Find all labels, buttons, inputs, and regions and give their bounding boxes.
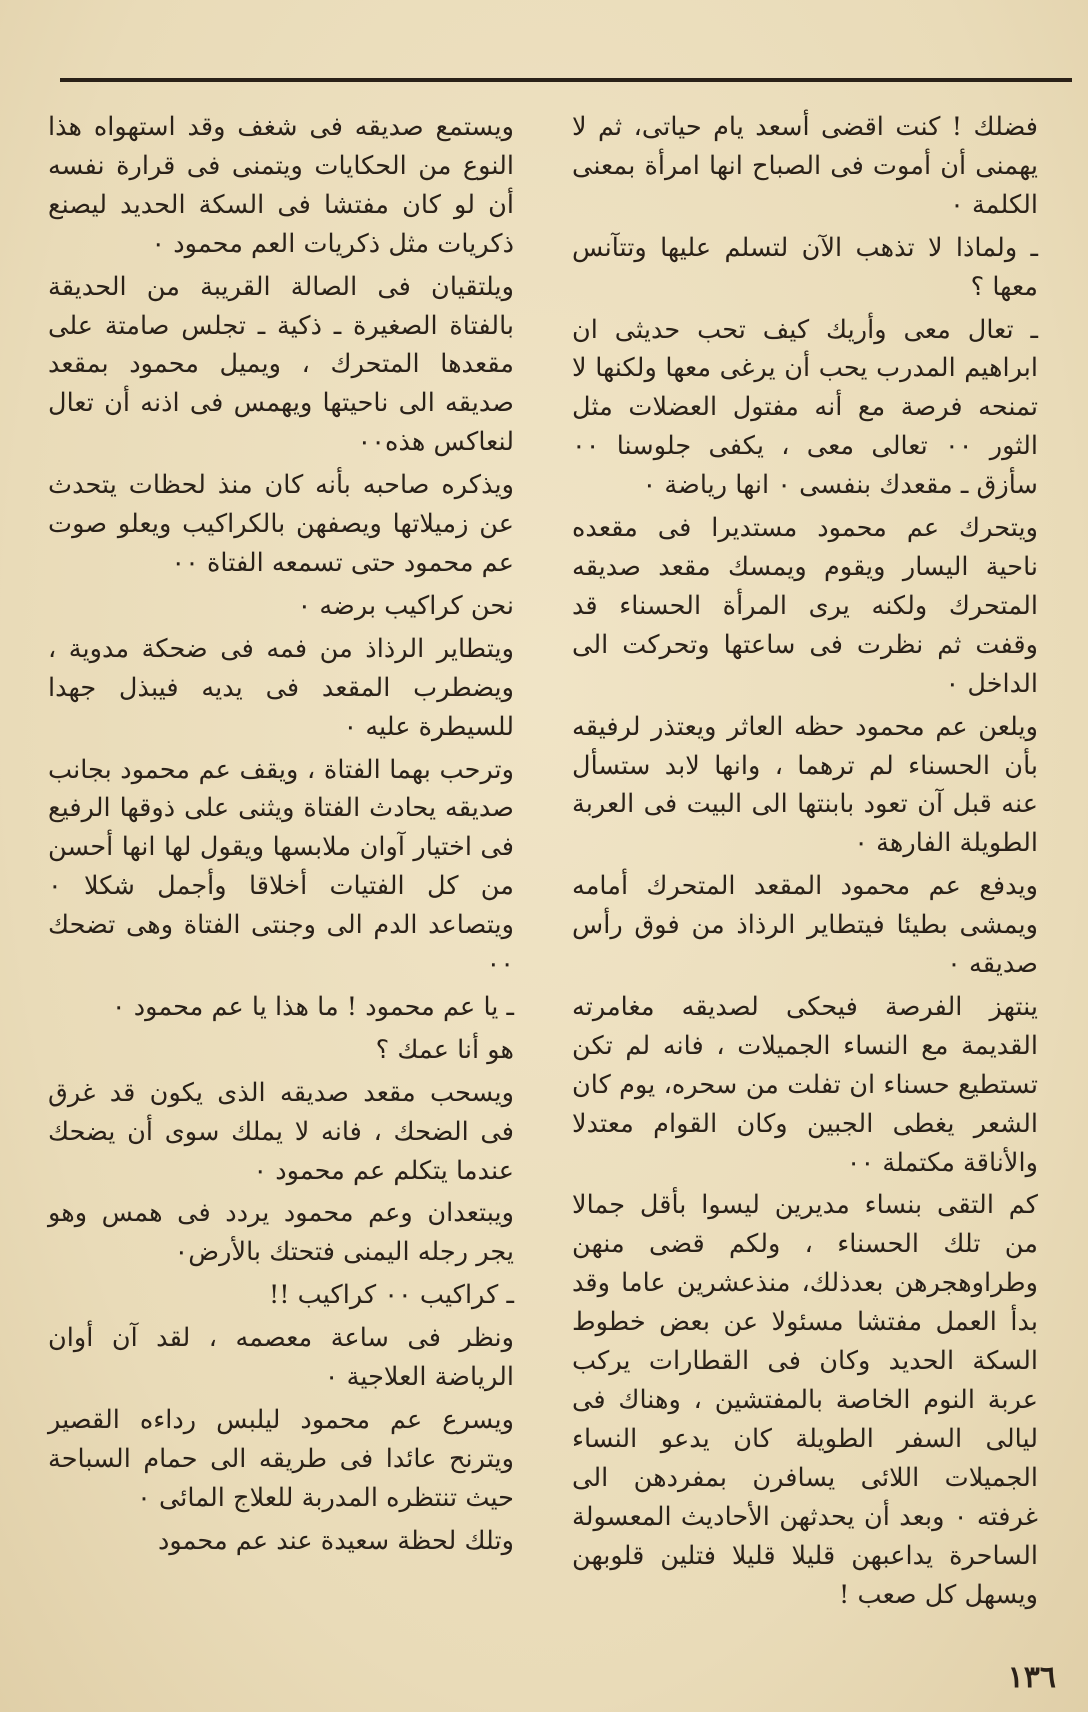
paragraph: ويبتعدان وعم محمود يردد فى همس وهو يجر رجله اليمنى فتحتك بالأرض٠: [48, 1198, 514, 1268]
paragraph: ينتهز الفرصة فيحكى لصديقه مغامرته القديمة مع النساء الجميلات ، فانه لم تكن تستطيع حسناء ان تفلت من سحره، يوم كان الشعر يغطى الجبين وكان القوام معتدلا والأناقة مكتملة ٠٠: [572, 991, 1038, 1178]
paragraph: ـ ولماذا لا تذهب الآن لتسلم عليها وتتآنس معها ؟: [572, 232, 1038, 302]
paragraph: نحن كراكيب برضه ٠: [297, 590, 514, 621]
paragraph: ويستمع صديقه فى شغف وقد استهواه هذا النوع من الحكايات ويتمنى فى قرارة نفسه أن لو كان مفتشا فى السكة الحديد ليصنع ذكريات مثل ذكريات العم محمود ٠: [48, 112, 514, 259]
paragraph: وتلك لحظة سعيدة عند عم محمود: [158, 1525, 514, 1556]
paragraph: فضلك ! كنت اقضى أسعد يام حياتى، ثم لا يهمنى أن أموت فى الصباح انها امرأة بمعنى الكلمة ٠: [572, 112, 1038, 220]
paragraph: ويذكره صاحبه بأنه كان منذ لحظات يتحدث عن زميلاتها ويصفهن بالكراكيب ويعلو صوت عم محمود حتى تسمعه الفتاة ٠٠: [48, 470, 514, 578]
paragraph: ويدفع عم محمود المقعد المتحرك أمامه ويمشى بطيئا فيتطاير الرذاذ من فوق رأس صديقه ٠: [572, 871, 1038, 980]
paragraph: ويسرع عم محمود ليلبس رداءه القصير ويترنح عائدا فى طريقه الى حمام السباحة حيث تنتظره المدربة للعلاج المائى ٠: [48, 1405, 514, 1513]
left-text-column: [48, 108, 514, 1561]
paragraph: ويتطاير الرذاذ من فمه فى ضحكة مدوية ، ويضطرب المقعد فى يديه فيبذل جهدا للسيطرة عليه ٠: [48, 633, 514, 742]
right-text-column: [572, 108, 1038, 1614]
paragraph: هو أنا عمك ؟: [375, 1034, 514, 1065]
paragraph: ـ تعال معى وأريك كيف تحب حديثى ان ابراهيم المدرب يحب أن يرغى معها ولكنها لا تمنحه فرصة مع أنه مفتول العضلات مثل الثور ٠٠ تعالى معى ، يكفى جلوسنا ٠٠ سأزق ـ مقعدك بنفسى ٠ انها رياضة ٠: [572, 314, 1038, 501]
page-number: ١٣٦: [1007, 1660, 1056, 1695]
paragraph: ويسحب مقعد صديقه الذى يكون قد غرق فى الضحك ، فانه لا يملك سوى أن يضحك عندما يتكلم عم محمود ٠: [48, 1077, 514, 1186]
paragraph: ـ كراكيب ٠٠ كراكيب !!: [268, 1280, 514, 1311]
paragraph: كم التقى بنساء مديرين ليسوا بأقل جمالا من تلك الحسناء ، ولكم قضى منهن وطراوهجرهن بعدذلك، منذعشرين عاما وقد بدأ العمل مفتشا مسئولا عن بعض خطوط السكة الحديد وكان فى القطارات يركب عربة النوم الخاصة بالمفتشين ، وهناك فى ليالى السفر الطويلة كان يدعو النساء الجميلات اللائى يسافرن بمفردهن الى غرفته ٠ وبعد أن يحدثهن الأحاديث المعسولة الساحرة يداعبهن قليلا قليلا فتلين قلوبهن ويسهل كل صعب !: [572, 1190, 1039, 1610]
paragraph: وترحب بهما الفتاة ، ويقف عم محمود بجانب صديقه يحادث الفتاة ويثنى على ذوقها الرفيع فى اختيار آوان ملابسها ويقول لها انها أحسن من كل الفتيات أخلاقا وأجمل شكلا ٠ ويتصاعد الدم الى وجنتى الفتاة وهى تضحك ٠٠: [48, 754, 514, 980]
paragraph: ويتحرك عم محمود مستديرا فى مقعده ناحية اليسار ويقوم ويمسك مقعد صديقه المتحرك ولكنه يرى المرأة الحسناء قد وقفت ثم نظرت فى ساعتها وتحركت الى الداخل ٠: [572, 513, 1038, 699]
top-rule: [60, 78, 1072, 82]
paragraph: ويلتقيان فى الصالة القريبة من الحديقة بالفتاة الصغيرة ـ ذكية ـ تجلس صامتة على مقعدها المتحرك ، ويميل محمود بمقعد صديقه الى ناحيتها ويهمس فى اذنه أن تعال لنعاكس هذه٠٠: [48, 271, 514, 458]
paragraph: ويلعن عم محمود حظه العاثر ويعتذر لرفيقه بأن الحسناء لم ترهما ، وانها لابد ستسأل عنه قبل آن تعود بابنتها الى البيت فى العربة الطويلة الفارهة ٠: [572, 711, 1038, 859]
paragraph: ونظر فى ساعة معصمه ، لقد آن أوان الرياضة العلاجية ٠: [48, 1323, 514, 1393]
paragraph: ـ يا عم محمود ! ما هذا يا عم محمود ٠: [111, 991, 514, 1022]
